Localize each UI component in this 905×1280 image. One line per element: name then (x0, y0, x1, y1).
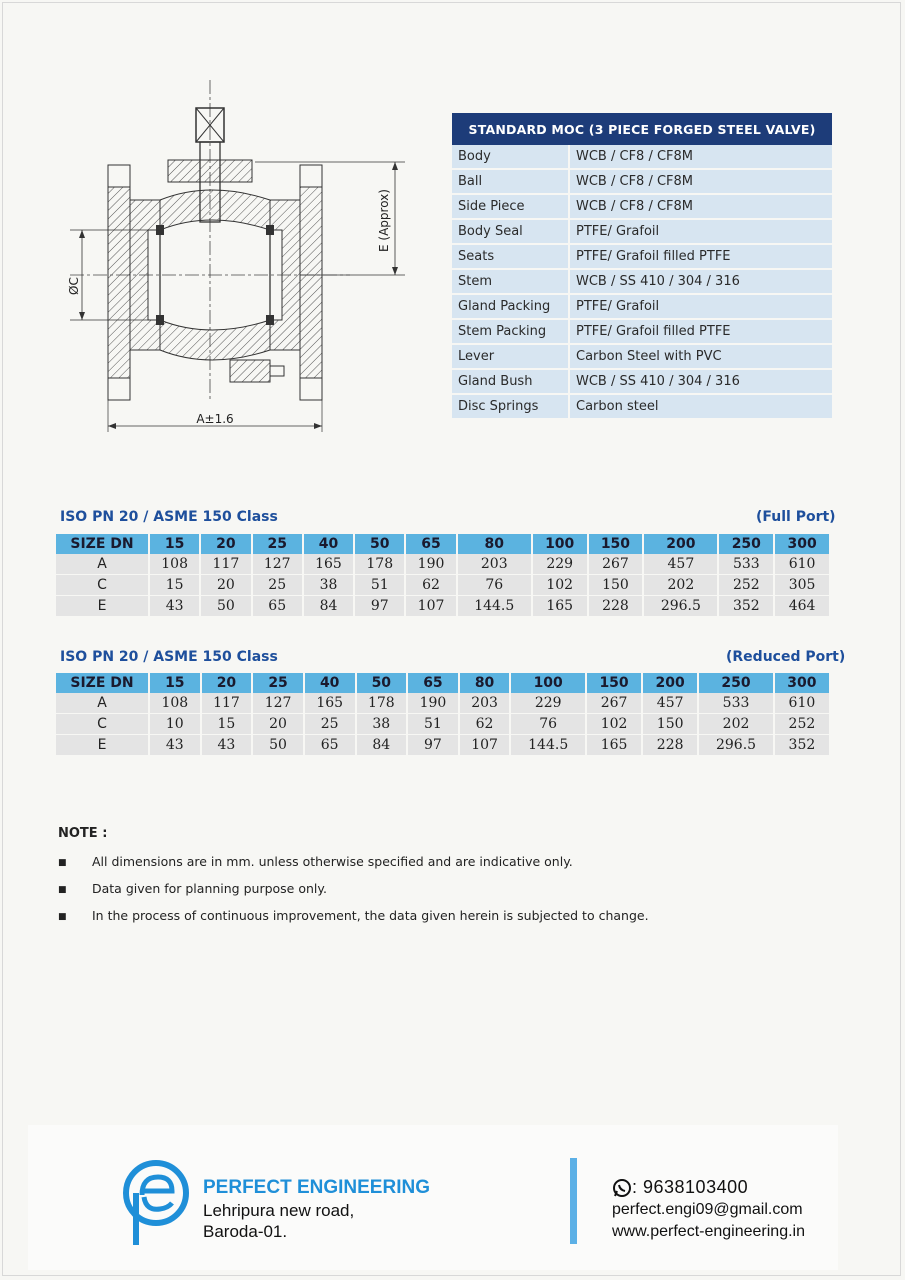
dimension-row-label: A (56, 693, 149, 714)
dimension-cell: 202 (643, 575, 718, 596)
size-header-cell: 200 (643, 534, 718, 554)
note-text: Data given for planning purpose only. (92, 881, 327, 896)
dimension-cell: 228 (588, 596, 644, 617)
moc-material: WCB / CF8 / CF8M (569, 169, 832, 194)
moc-material: WCB / CF8 / CF8M (569, 194, 832, 219)
moc-row (452, 394, 832, 419)
bullet-icon: ■ (58, 884, 67, 895)
full-port-title: ISO PN 20 / ASME 150 Class (60, 509, 278, 525)
moc-row (452, 219, 832, 244)
dimension-cell: 352 (774, 735, 830, 756)
dimension-cell: 15 (149, 575, 200, 596)
moc-row (452, 269, 832, 294)
dimension-cell: 352 (718, 596, 774, 617)
size-header-cell: 300 (774, 673, 830, 693)
size-header-cell: 15 (149, 673, 201, 693)
valve-cross-section-drawing (60, 80, 420, 440)
dimension-cell: 228 (642, 735, 698, 756)
moc-part-name: Disc Springs (452, 394, 569, 419)
footer-divider (570, 1158, 577, 1244)
size-header-cell: 20 (200, 534, 251, 554)
moc-row (452, 344, 832, 369)
reduced-port-tag: (Reduced Port) (726, 649, 846, 665)
size-header-cell: 300 (774, 534, 830, 554)
dimension-cell: 62 (459, 714, 511, 735)
bullet-icon: ■ (58, 857, 67, 868)
dimension-cell: 610 (774, 554, 830, 575)
size-header-cell: 40 (304, 673, 356, 693)
dimension-cell: 38 (303, 575, 354, 596)
moc-row (452, 369, 832, 394)
dimension-cell: 267 (586, 693, 642, 714)
moc-row (452, 319, 832, 344)
size-header-cell: 100 (510, 673, 586, 693)
company-logo-icon (120, 1157, 192, 1247)
size-header-cell: 25 (252, 673, 304, 693)
dimension-cell: 108 (149, 693, 201, 714)
dimension-row (56, 596, 830, 617)
note-item (58, 908, 649, 923)
dimension-row-label: A (56, 554, 149, 575)
dimension-row (56, 714, 830, 735)
size-header-cell: 80 (457, 534, 532, 554)
moc-row (452, 194, 832, 219)
dimension-cell: 10 (149, 714, 201, 735)
size-header-cell: 150 (586, 673, 642, 693)
moc-row (452, 145, 832, 169)
dimension-cell: 457 (643, 554, 718, 575)
moc-table-title: STANDARD MOC (3 PIECE FORGED STEEL VALVE) (452, 113, 832, 145)
dimension-cell: 97 (354, 596, 405, 617)
dimension-cell: 296.5 (698, 735, 774, 756)
dimension-row-label: C (56, 714, 149, 735)
size-header-cell: 25 (252, 534, 303, 554)
company-name: PERFECT ENGINEERING (203, 1177, 430, 1198)
dimension-cell: 229 (532, 554, 588, 575)
moc-material: WCB / SS 410 / 304 / 316 (569, 269, 832, 294)
size-header-cell: 100 (532, 534, 588, 554)
moc-table (452, 113, 832, 420)
reduced-port-title: ISO PN 20 / ASME 150 Class (60, 649, 278, 665)
dimension-cell: 610 (774, 693, 830, 714)
dimension-cell: 165 (303, 554, 354, 575)
dimension-cell: 229 (510, 693, 586, 714)
dimension-cell: 15 (201, 714, 253, 735)
dimension-cell: 267 (588, 554, 644, 575)
moc-part-name: Body (452, 145, 569, 169)
dimension-cell: 25 (304, 714, 356, 735)
full-port-dimension-table (56, 534, 831, 617)
dimension-cell: 165 (532, 596, 588, 617)
dimension-cell: 43 (201, 735, 253, 756)
dimension-e-label: E (Approx) (377, 189, 391, 252)
dimension-cell: 117 (201, 693, 253, 714)
moc-row (452, 244, 832, 269)
dimension-cell: 38 (356, 714, 408, 735)
dimension-cell: 178 (356, 693, 408, 714)
dimension-cell: 107 (459, 735, 511, 756)
whatsapp-icon (612, 1178, 632, 1198)
dimension-cell: 144.5 (510, 735, 586, 756)
dimension-cell: 165 (586, 735, 642, 756)
dimension-row-label: E (56, 735, 149, 756)
dimension-cell: 190 (407, 693, 459, 714)
dimension-cell: 102 (586, 714, 642, 735)
moc-row (452, 169, 832, 194)
dimension-cell: 20 (252, 714, 304, 735)
dimension-cell: 190 (405, 554, 456, 575)
dimension-cell: 178 (354, 554, 405, 575)
size-header-cell: 15 (149, 534, 200, 554)
dimension-cell: 102 (532, 575, 588, 596)
size-header-cell: 250 (698, 673, 774, 693)
dimension-cell: 252 (774, 714, 830, 735)
full-port-tag: (Full Port) (756, 509, 836, 525)
dimension-cell: 76 (510, 714, 586, 735)
dimension-cell: 51 (407, 714, 459, 735)
moc-part-name: Side Piece (452, 194, 569, 219)
dimension-cell: 252 (718, 575, 774, 596)
dimension-cell: 464 (774, 596, 830, 617)
reduced-port-dimension-table (56, 673, 831, 756)
email-address[interactable]: perfect.engi09@gmail.com (612, 1201, 803, 1218)
dimension-cell: 144.5 (457, 596, 532, 617)
size-header-row (56, 673, 830, 693)
size-header-cell: 65 (405, 534, 456, 554)
size-header-cell: 50 (354, 534, 405, 554)
dimension-cell: 150 (642, 714, 698, 735)
size-header-cell: 65 (407, 673, 459, 693)
dimension-cell: 20 (200, 575, 251, 596)
dimension-cell: 127 (252, 554, 303, 575)
dimension-cell: 50 (252, 735, 304, 756)
moc-material: Carbon Steel with PVC (569, 344, 832, 369)
moc-part-name: Stem (452, 269, 569, 294)
moc-material: WCB / CF8 / CF8M (569, 145, 832, 169)
dimension-cell: 457 (642, 693, 698, 714)
dimension-cell: 65 (252, 596, 303, 617)
size-header-cell: 200 (642, 673, 698, 693)
dimension-cell: 76 (457, 575, 532, 596)
dimension-cell: 84 (303, 596, 354, 617)
dimension-cell: 51 (354, 575, 405, 596)
phone-contact (612, 1177, 748, 1198)
dimension-cell: 117 (200, 554, 251, 575)
size-dn-label: SIZE DN (56, 673, 149, 693)
moc-material: PTFE/ Grafoil filled PTFE (569, 244, 832, 269)
dimension-cell: 43 (149, 596, 200, 617)
dimension-cell: 65 (304, 735, 356, 756)
dimension-row (56, 575, 830, 596)
dimension-cell: 305 (774, 575, 830, 596)
dimension-a-label: A±1.6 (196, 412, 234, 426)
dimension-cell: 533 (718, 554, 774, 575)
moc-part-name: Seats (452, 244, 569, 269)
dimension-cell: 296.5 (643, 596, 718, 617)
moc-part-name: Gland Bush (452, 369, 569, 394)
dimension-cell: 165 (304, 693, 356, 714)
moc-part-name: Body Seal (452, 219, 569, 244)
size-dn-label: SIZE DN (56, 534, 149, 554)
size-header-cell: 150 (588, 534, 644, 554)
dimension-cell: 127 (252, 693, 304, 714)
dimension-c-label: ØC (67, 277, 81, 295)
moc-material: PTFE/ Grafoil (569, 219, 832, 244)
size-header-cell: 80 (459, 673, 511, 693)
size-header-cell: 50 (356, 673, 408, 693)
dimension-cell: 43 (149, 735, 201, 756)
dimension-row-label: E (56, 596, 149, 617)
dimension-cell: 62 (405, 575, 456, 596)
address-line-1: Lehripura new road, (203, 1201, 355, 1220)
dimension-cell: 50 (200, 596, 251, 617)
phone-number: : 9638103400 (632, 1177, 749, 1197)
moc-material: PTFE/ Grafoil filled PTFE (569, 319, 832, 344)
dimension-cell: 202 (698, 714, 774, 735)
moc-material: Carbon steel (569, 394, 832, 419)
dimension-row (56, 693, 830, 714)
dimension-cell: 25 (252, 575, 303, 596)
size-header-row (56, 534, 830, 554)
dimension-cell: 203 (459, 693, 511, 714)
size-header-cell: 250 (718, 534, 774, 554)
moc-material: PTFE/ Grafoil (569, 294, 832, 319)
note-text: All dimensions are in mm. unless otherwise specified and are indicative only. (92, 854, 573, 869)
dimension-cell: 203 (457, 554, 532, 575)
moc-part-name: Gland Packing (452, 294, 569, 319)
dimension-row (56, 554, 830, 575)
dimension-cell: 84 (356, 735, 408, 756)
dimension-row (56, 735, 830, 756)
address-line-2: Baroda-01. (203, 1222, 288, 1241)
notes-title: NOTE : (58, 826, 108, 841)
size-header-cell: 40 (303, 534, 354, 554)
moc-row (452, 294, 832, 319)
dimension-cell: 533 (698, 693, 774, 714)
note-item (58, 881, 327, 896)
note-text: In the process of continuous improvement, the data given herein is subjected to change. (92, 908, 649, 923)
bullet-icon: ■ (58, 911, 67, 922)
dimension-cell: 107 (405, 596, 456, 617)
moc-material: WCB / SS 410 / 304 / 316 (569, 369, 832, 394)
moc-part-name: Lever (452, 344, 569, 369)
dimension-cell: 150 (588, 575, 644, 596)
size-header-cell: 20 (201, 673, 253, 693)
dimension-cell: 97 (407, 735, 459, 756)
website-url[interactable]: www.perfect-engineering.in (612, 1223, 805, 1240)
moc-part-name: Stem Packing (452, 319, 569, 344)
note-item (58, 854, 573, 869)
dimension-row-label: C (56, 575, 149, 596)
moc-part-name: Ball (452, 169, 569, 194)
dimension-cell: 108 (149, 554, 200, 575)
